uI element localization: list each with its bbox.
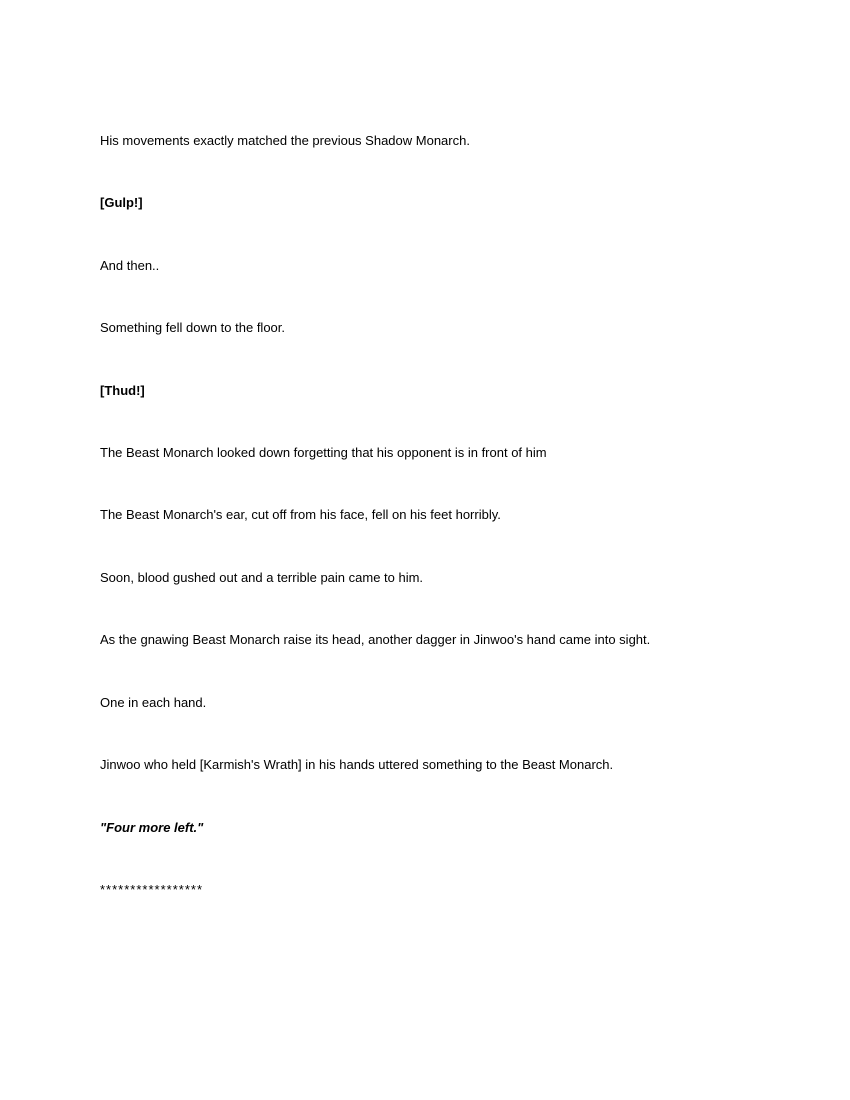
paragraph: As the gnawing Beast Monarch raise its head, another dagger in Jinwoo's hand came into sight. — [100, 632, 651, 647]
paragraph: One in each hand. — [100, 695, 207, 710]
paragraph: And then.. — [100, 258, 160, 273]
paragraph: Soon, blood gushed out and a terrible pain came to him. — [100, 570, 424, 585]
paragraph: Jinwoo who held [Karmish's Wrath] in his hands uttered something to the Beast Monarch. — [100, 757, 614, 772]
paragraph: His movements exactly matched the previous Shadow Monarch. — [100, 133, 470, 148]
sound-effect-thud: [Thud!] — [100, 383, 145, 398]
dialogue-line: "Four more left." — [100, 820, 204, 835]
paragraph: The Beast Monarch's ear, cut off from his face, fell on his feet horribly. — [100, 507, 501, 522]
paragraph: Something fell down to the floor. — [100, 320, 286, 335]
section-divider: ***************** — [100, 882, 204, 897]
sound-effect-gulp: [Gulp!] — [100, 195, 143, 210]
paragraph: The Beast Monarch looked down forgetting that his opponent is in front of him — [100, 445, 547, 460]
